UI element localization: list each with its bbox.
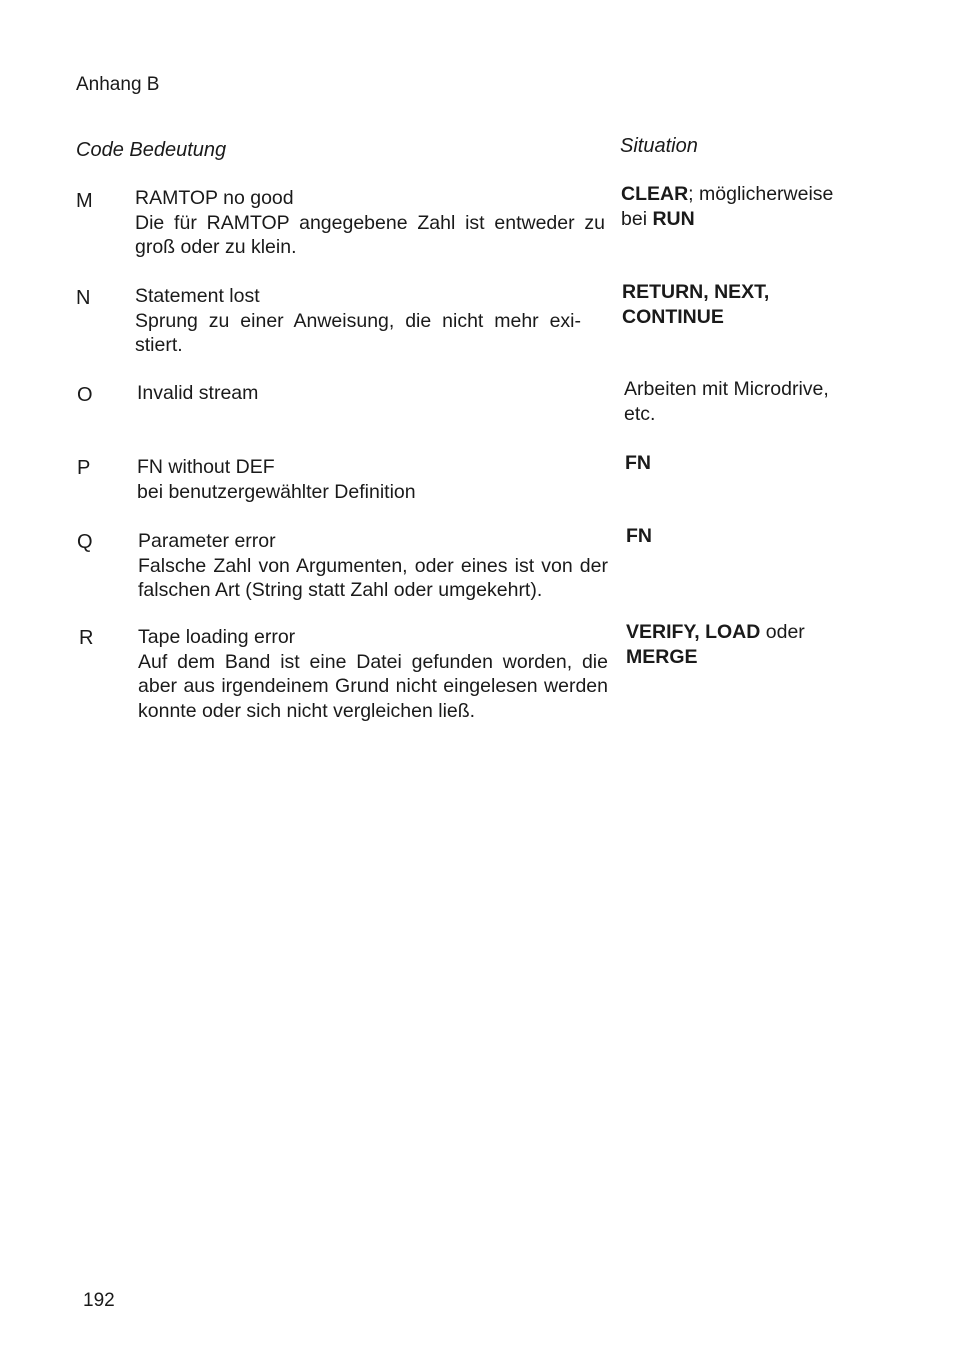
entry-code: N [76,287,91,309]
situation-keyword: CLEAR [621,183,689,205]
running-head: Anhang B [76,74,160,95]
situation-keyword: RUN [652,207,695,230]
entry-title: Tape loading error [138,626,296,648]
entry-code: P [77,457,91,479]
situation-text: oder [760,621,805,643]
entry-title: RAMTOP no good [135,187,294,209]
entry-situation [621,182,861,231]
situation-keyword: FN [625,452,651,474]
entry-code: Q [77,531,93,553]
entry-title: Parameter error [138,530,276,552]
entry-title: Invalid stream [137,382,259,404]
entry-body: Auf dem Band ist eine Datei gefunden worden, die aber aus irgendeinem Grund nicht eingelesen werden konnte oder sich nicht vergleichen ließ. [138,650,608,722]
situation-text: Arbeiten mit Microdrive, etc. [624,378,829,425]
entry-description [135,284,581,358]
entry-description [137,381,607,406]
column-header-code-meaning: Code Bedeutung [76,139,227,161]
entry-title: FN without DEF [137,456,275,478]
entry-description [137,455,607,504]
entry-code: M [76,190,93,212]
entry-body: bei benutzergewählter Definition [137,480,416,503]
entry-body: Falsche Zahl von Argumenten, oder eines ist von der falschen Art (String statt Zahl oder umgekehrt). [138,554,608,601]
entry-body: Die für RAMTOP angegebene Zahl ist entweder zu groß oder zu klein. [135,211,605,258]
situation-keyword: FN [626,525,652,547]
column-header-situation: Situation [620,135,698,157]
page-number: 192 [83,1290,115,1311]
situation-text: ; möglicherweise bei [621,183,834,230]
entry-situation [624,377,859,426]
entry-code: R [79,627,94,649]
situation-keyword: MERGE [626,645,698,668]
situation-keyword: RETURN, NEXT, CONTINUE [622,281,770,328]
entry-situation [626,524,866,549]
entry-code: O [77,384,93,406]
entry-title: Statement lost [135,285,260,307]
situation-keyword: VERIFY, LOAD [626,621,761,643]
entry-description [138,625,608,723]
entry-situation [622,280,792,329]
entry-description [138,529,608,603]
entry-body: Sprung zu einer Anweisung, die nicht mehr exi-stiert. [135,309,581,356]
entry-description [135,186,605,260]
entry-situation [626,620,826,669]
entry-situation [625,451,865,476]
